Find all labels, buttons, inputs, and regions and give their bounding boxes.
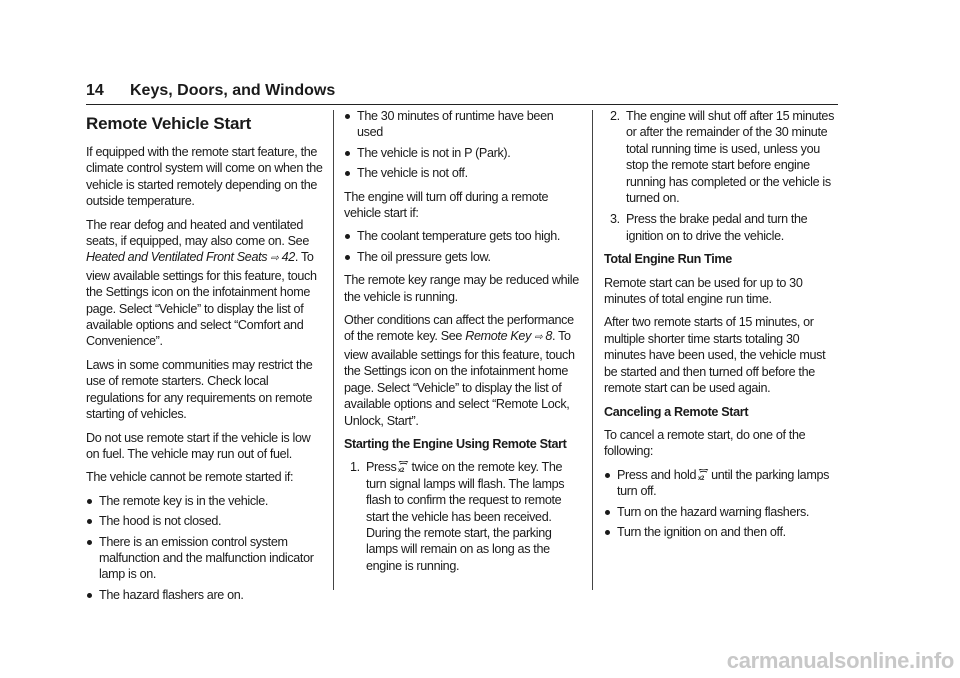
remote-start-icon: [697, 469, 710, 481]
step-item: [344, 459, 580, 574]
paragraph: Do not use remote start if the vehicle is low on fuel. The vehicle may run out of fuel.: [86, 430, 311, 461]
step-number: 1.: [350, 460, 360, 475]
list-item: The remote key is in the vehicle.: [86, 493, 326, 509]
list-item: The vehicle is not in P (Park).: [344, 145, 580, 161]
step-item: [604, 108, 840, 206]
step-item: [604, 211, 840, 244]
step-number: 3.: [610, 212, 620, 227]
xref-arrow-icon: ⇨: [534, 332, 543, 344]
paragraph: If equipped with the remote start feature, the climate control system will come on when the vehicle is started remotely depending on the outside temperature.: [86, 145, 323, 209]
section-title: Remote Vehicle Start: [86, 114, 252, 133]
subheading: Total Engine Run Time: [604, 252, 732, 267]
text: twice on the remote key. The turn signal lamps will flash. The lamps flash to confirm the request to remote start the vehicle has been received. During the remote start, the parking lamps will remain on as long as the engine is running.: [366, 460, 565, 573]
step-list: [344, 459, 580, 574]
text: Press the brake pedal and turn the ignition on to drive the vehicle.: [626, 212, 808, 243]
list-item: The hazard flashers are on.: [86, 587, 326, 603]
list-item: Turn the ignition on and then off.: [604, 524, 840, 540]
text: The rear defog and heated and ventilated seats, if equipped, may also come on. See: [86, 217, 309, 249]
column-2: [344, 108, 580, 581]
step-number: 2.: [610, 109, 620, 123]
text: . To view available settings for this feature, touch the Settings icon on the infotainment home page. Select “Vehicle” to display the list of available options and select “Comfort and Convenience”.: [86, 250, 317, 349]
column-divider: [333, 110, 334, 590]
paragraph: To cancel a remote start, do one of the following:: [604, 427, 806, 459]
paragraph: Laws in some communities may restrict the use of remote starters. Check local regulations for any requirements on remote starting of vehicles.: [86, 357, 313, 422]
bullet-list: [344, 108, 580, 182]
text: Other conditions can affect the performance of the remote key. See: [344, 313, 574, 344]
subheading: Starting the Engine Using Remote Start: [344, 436, 567, 451]
text: Press: [366, 460, 397, 475]
text: . To view available settings for this feature, touch the Settings icon on the infotainment home page. Select “Vehicle” to display the list of available options and select “Remote Lock, Unlock, Start”.: [344, 329, 575, 428]
remote-start-icon: [397, 461, 410, 473]
xref-page: 42: [281, 250, 295, 265]
svg-text:x2: x2: [398, 468, 405, 474]
xref-link[interactable]: [86, 250, 295, 264]
step-list: [604, 108, 840, 244]
text: The engine will shut off after 15 minutes or after the remainder of the 30 minute total running time is used, unless you stop the remote start before engine running has completed or the vehicle is turned on.: [626, 109, 835, 206]
xref-link[interactable]: [465, 329, 552, 343]
paragraph: After two remote starts of 15 minutes, or multiple shorter time starts totaling 30 minutes have been used, the vehicle must be started and then turned off before the remote start can be used again.: [604, 315, 826, 396]
column-1: [86, 108, 326, 610]
column-3: [604, 108, 840, 547]
list-item: There is an emission control system malfunction and the malfunction indicator lamp is on.: [86, 534, 326, 583]
xref-label: Heated and Ventilated Front Seats: [86, 250, 268, 265]
list-item: Turn on the hazard warning flashers.: [604, 504, 840, 520]
bullet-list: [86, 493, 326, 603]
column-divider: [592, 110, 593, 590]
list-item: The hood is not closed.: [86, 513, 326, 529]
chapter-title: Keys, Doors, and Windows: [130, 82, 336, 99]
page-number: 14: [86, 82, 104, 99]
xref-arrow-icon: ⇨: [270, 253, 279, 265]
svg-text:x2: x2: [698, 475, 705, 481]
list-item: The vehicle is not off.: [344, 165, 580, 181]
xref-label: Remote Key: [465, 329, 532, 344]
bullet-list: [344, 228, 580, 265]
paragraph: [86, 217, 326, 350]
text: until the parking lamps turn off.: [617, 467, 830, 499]
list-item: The coolant temperature gets too high.: [344, 228, 580, 244]
xref-page: 8: [545, 329, 553, 344]
list-item: [604, 467, 840, 500]
list-item: The 30 minutes of runtime have been used: [344, 108, 580, 141]
paragraph: The engine will turn off during a remote vehicle start if:: [344, 189, 549, 221]
paragraph: Remote start can be used for up to 30 minutes of total engine run time.: [604, 275, 803, 307]
list-item: The oil pressure gets low.: [344, 249, 580, 265]
watermark: carmanualsonline.info: [726, 648, 954, 673]
bullet-list: [604, 467, 840, 541]
subheading: Canceling a Remote Start: [604, 404, 749, 419]
text: Press and hold: [617, 467, 697, 482]
paragraph: [344, 312, 580, 429]
page-header: [86, 82, 838, 105]
paragraph: The remote key range may be reduced while the vehicle is running.: [344, 273, 579, 304]
paragraph: The vehicle cannot be remote started if:: [86, 470, 294, 485]
